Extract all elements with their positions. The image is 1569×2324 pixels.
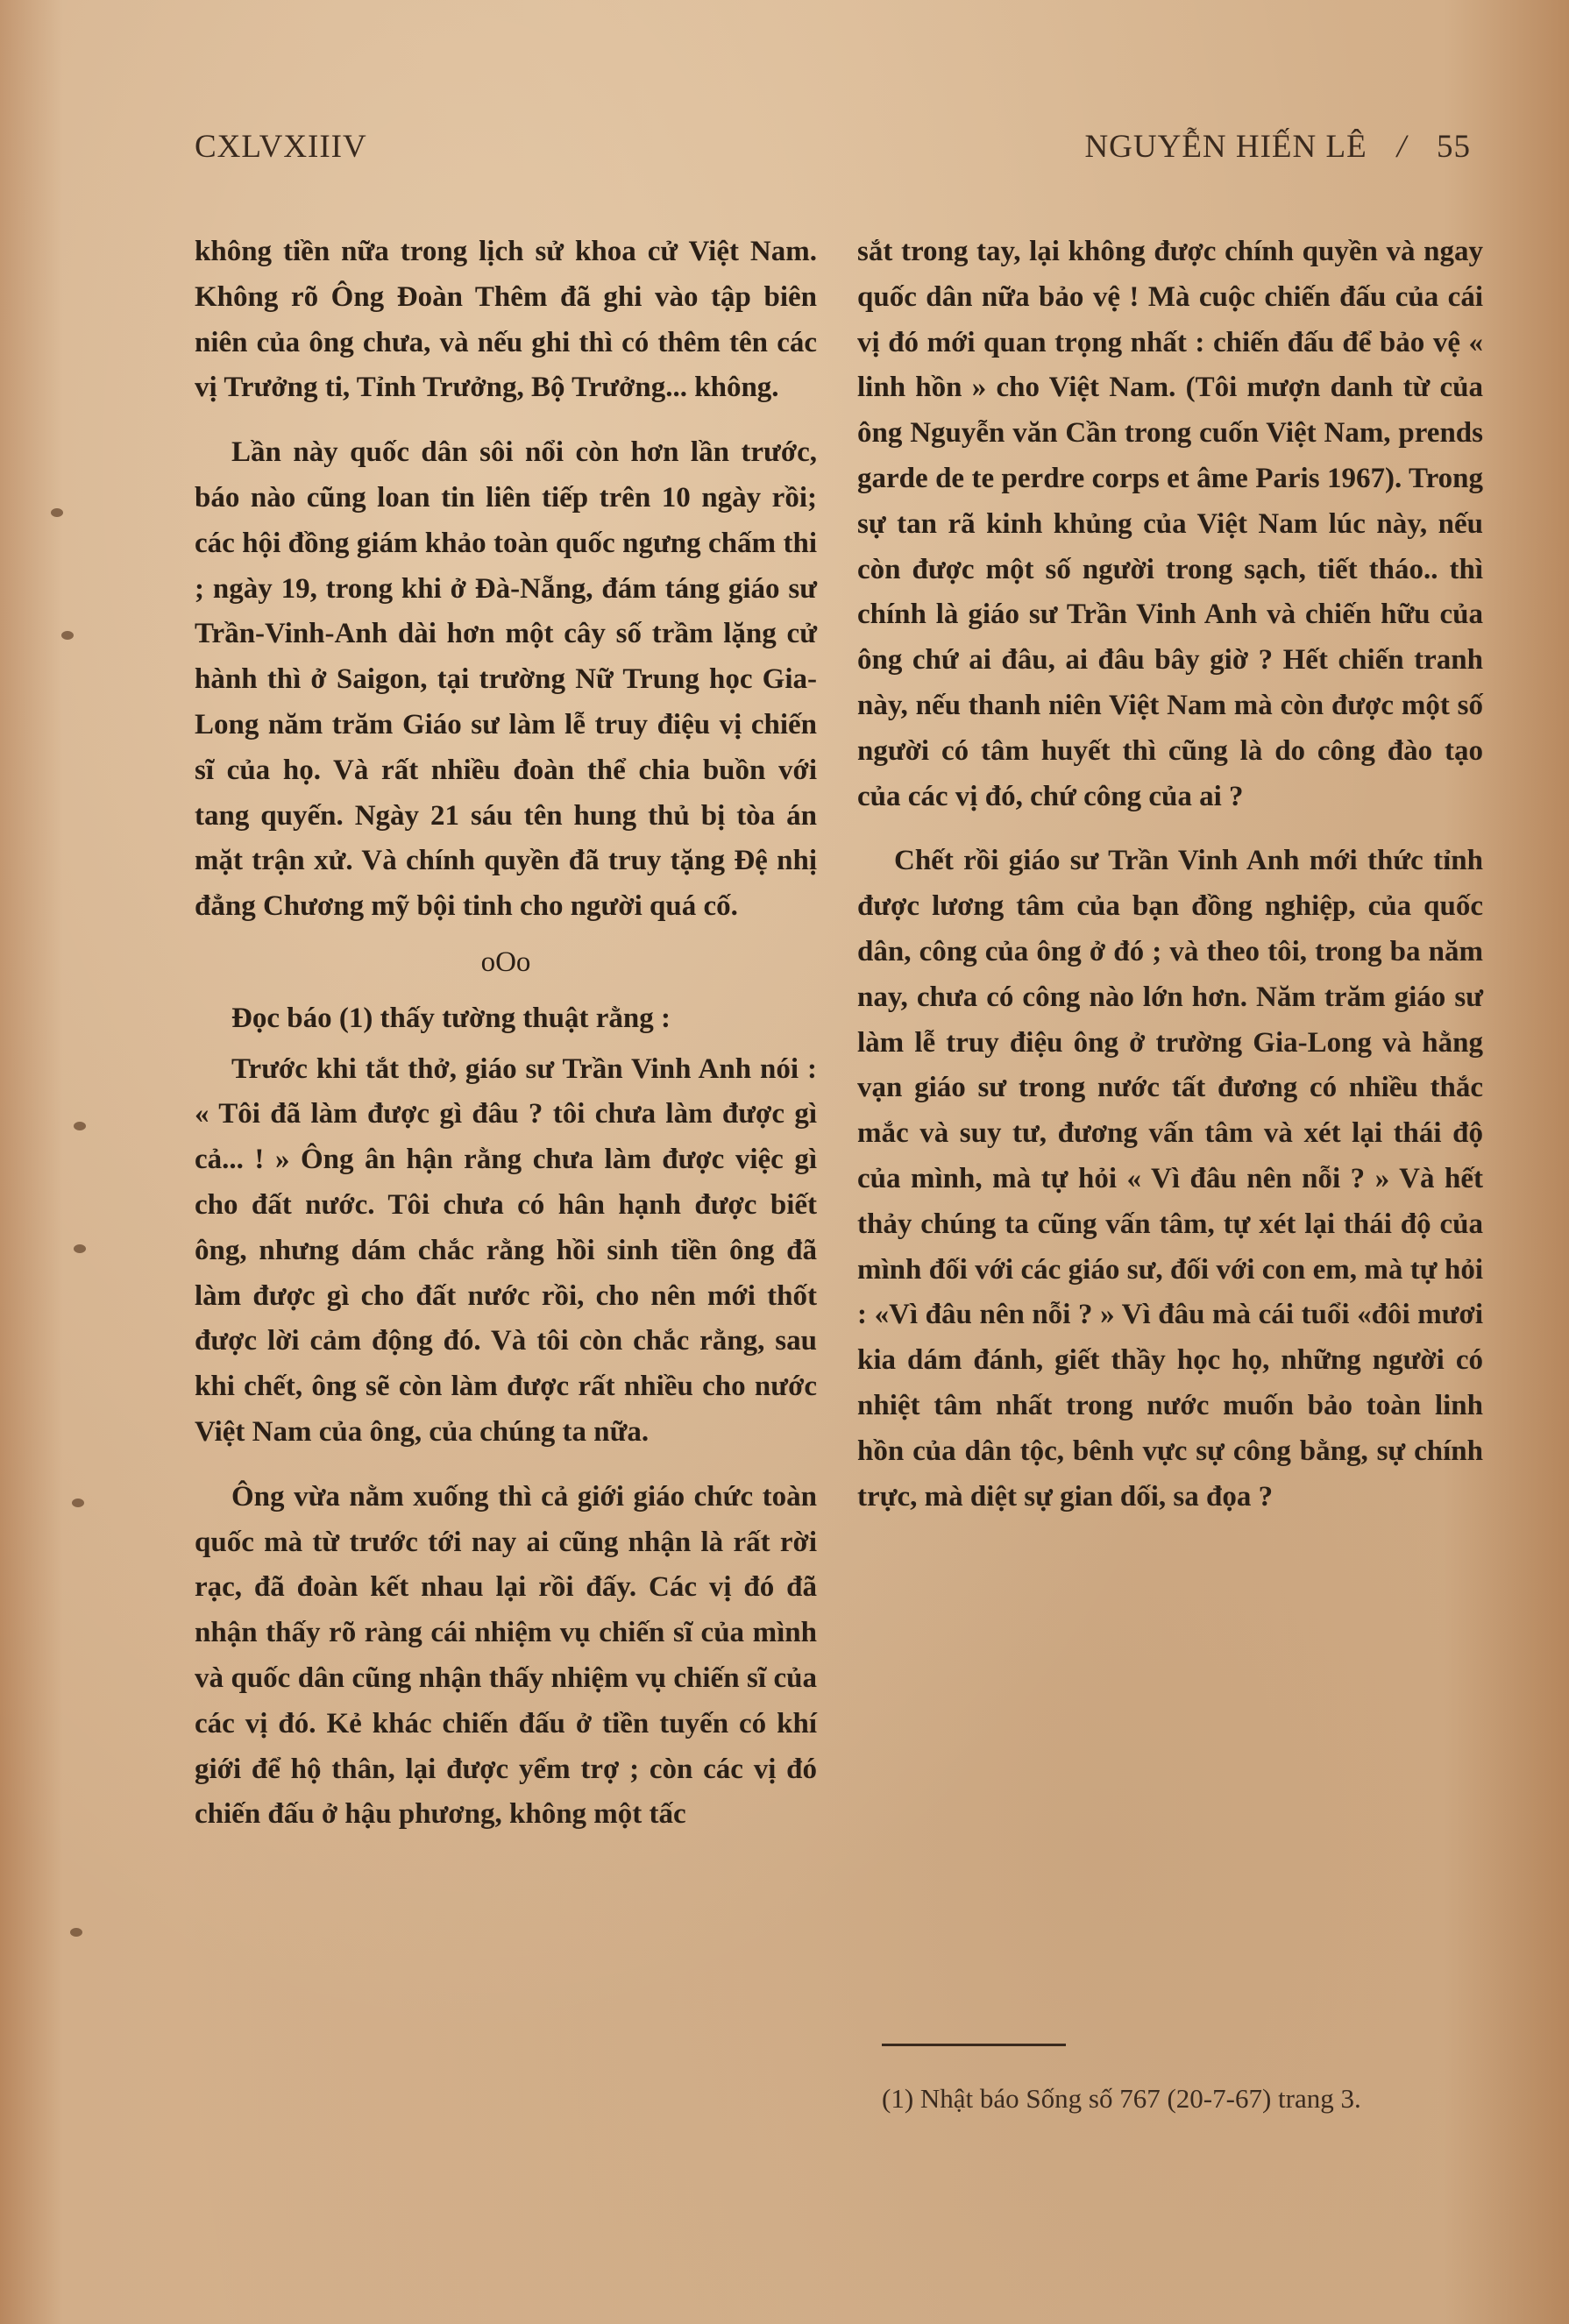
paragraph: không tiền nữa trong lịch sử khoa cử Việt Nam. Không rõ Ông Đoàn Thêm đã ghi vào tập biên niên của ông chưa, và nếu ghi thì có thêm tên các vị Trưởng ti, Tỉnh Trưởng, Bộ Trưởng... không. bbox=[195, 236, 817, 404]
header-author: NGUYỄN HIẾN LÊ bbox=[1084, 129, 1367, 165]
footnote: (1) Nhật báo Sống số 767 (20-7-67) trang 3. bbox=[882, 2083, 1361, 2114]
left-column bbox=[195, 230, 817, 1838]
paragraph: Lần này quốc dân sôi nổi còn hơn lần trước, báo nào cũng loan tin liên tiếp trên 10 ngày rồi; các hội đồng giám khảo toàn quốc ngưng chấm thi ; ngày 19, trong khi ở Đà-Nẵng, đám táng giáo sư Trần-Vinh-Anh dài hơn một cây số trầm lặng cử hành thì ở Saigon, tại trường Nữ Trung học Gia-Long năm trăm Giáo sư làm lễ truy điệu vị chiến sĩ của họ. Và rất nhiều đoàn thể chia buồn với tang quyến. Ngày 21 sáu tên hung thủ bị tòa án mặt trận xử. Và chính quyền đã truy tặng Đệ nhị đẳng Chương mỹ bội tinh cho người quá cố. bbox=[195, 436, 817, 923]
right-column bbox=[857, 230, 1483, 1520]
header-right bbox=[1084, 128, 1471, 166]
binding-hole-mark bbox=[61, 631, 74, 640]
paragraph: Trước khi tắt thở, giáo sư Trần Vinh Anh nói : « Tôi đã làm được gì đâu ? tôi chưa làm được gì cả... ! » Ông ân hận rằng chưa làm được việc gì cho đất nước. Tôi chưa có hân hạnh được biết ông, nhưng dám chắc rằng hồi sinh tiền ông đã làm được gì cho đất nước rồi, cho nên mới thốt được lời cảm động đó. Và tôi còn chắc rằng, sau khi chết, ông sẽ còn làm được rất nhiều cho nước Việt Nam của ông, của chúng ta nữa. bbox=[195, 1052, 817, 1448]
binding-hole-mark bbox=[70, 1928, 82, 1937]
header-left-code: CXLVXIIIV bbox=[195, 129, 367, 165]
paragraph: Chết rồi giáo sư Trần Vinh Anh mới thức tỉnh được lương tâm của bạn đồng nghiệp, của quốc dân, công của ông ở đó ; và theo tôi, trong ba năm nay, chưa có công nào lớn hơn. Năm trăm giáo sư làm lễ truy điệu ông ở trường Gia-Long và hằng vạn giáo sư trong nước tất đương có nhiều thắc mắc và suy tư, đương vấn tâm và xét lại thái độ của mình, mà tự hỏi « Vì đâu nên nỗi ? » Và hết thảy chúng ta cũng vấn tâm, tự xét lại thái độ của mình đối với các giáo sư, đối với con em, mà tự hỏi : «Vì đâu nên nỗi ? » Vì đâu mà cái tuổi «đôi mươi kia dám đánh, giết thầy học họ, những người có nhiệt tâm nhất trong nước muốn bảo toàn linh hồn của dân tộc, bênh vực sự công bằng, sự chính trực, mà diệt sự gian dối, sa đọa ? bbox=[857, 845, 1483, 1513]
paragraph: Ông vừa nằm xuống thì cả giới giáo chức toàn quốc mà từ trước tới nay ai cũng nhận là rất rời rạc, đã đoàn kết nhau lại rồi đấy. Các vị đó đã nhận thấy rõ ràng cái nhiệm vụ chiến sĩ của mình và quốc dân cũng nhận thấy nhiệm vụ chiến sĩ của các vị đó. Kẻ khác chiến đấu ở tiền tuyến có khí giới để hộ thân, lại được yểm trợ ; còn các vị đó chiến đấu ở hậu phương, không một tấc bbox=[195, 1480, 817, 1831]
running-header bbox=[195, 128, 1471, 166]
binding-hole-mark bbox=[74, 1244, 86, 1253]
binding-hole-mark bbox=[51, 508, 63, 517]
section-separator: oOo bbox=[480, 946, 531, 978]
header-separator: / bbox=[1396, 129, 1407, 165]
paragraph: sắt trong tay, lại không được chính quyền và ngay quốc dân nữa bảo vệ ! Mà cuộc chiến đấu của cái vị đó mới quan trọng nhất : chiến đấu để bảo vệ « linh hồn » cho Việt Nam. (Tôi mượn danh từ của ông Nguyễn văn Cần trong cuốn Việt Nam, prends garde de te perdre corps et âme Paris 1967). Trong sự tan rã kinh khủng của Việt Nam lúc này, nếu còn được một số người trong sạch, tiết tháo.. thì chính là giáo sư Trần Vinh Anh và chiến hữu của ông chứ ai đâu, ai đâu bây giờ ? Hết chiến tranh này, nếu thanh niên Việt Nam mà còn được một số người có tâm huyết thì cũng là do công đào tạo của các vị đó, chứ công của ai ? bbox=[857, 236, 1483, 812]
footnote-rule bbox=[882, 2044, 1066, 2046]
binding-hole-mark bbox=[72, 1499, 84, 1507]
page-number: 55 bbox=[1437, 129, 1471, 165]
binding-hole-mark bbox=[74, 1122, 86, 1130]
paragraph: Đọc báo (1) thấy tường thuật rằng : bbox=[231, 1002, 671, 1034]
